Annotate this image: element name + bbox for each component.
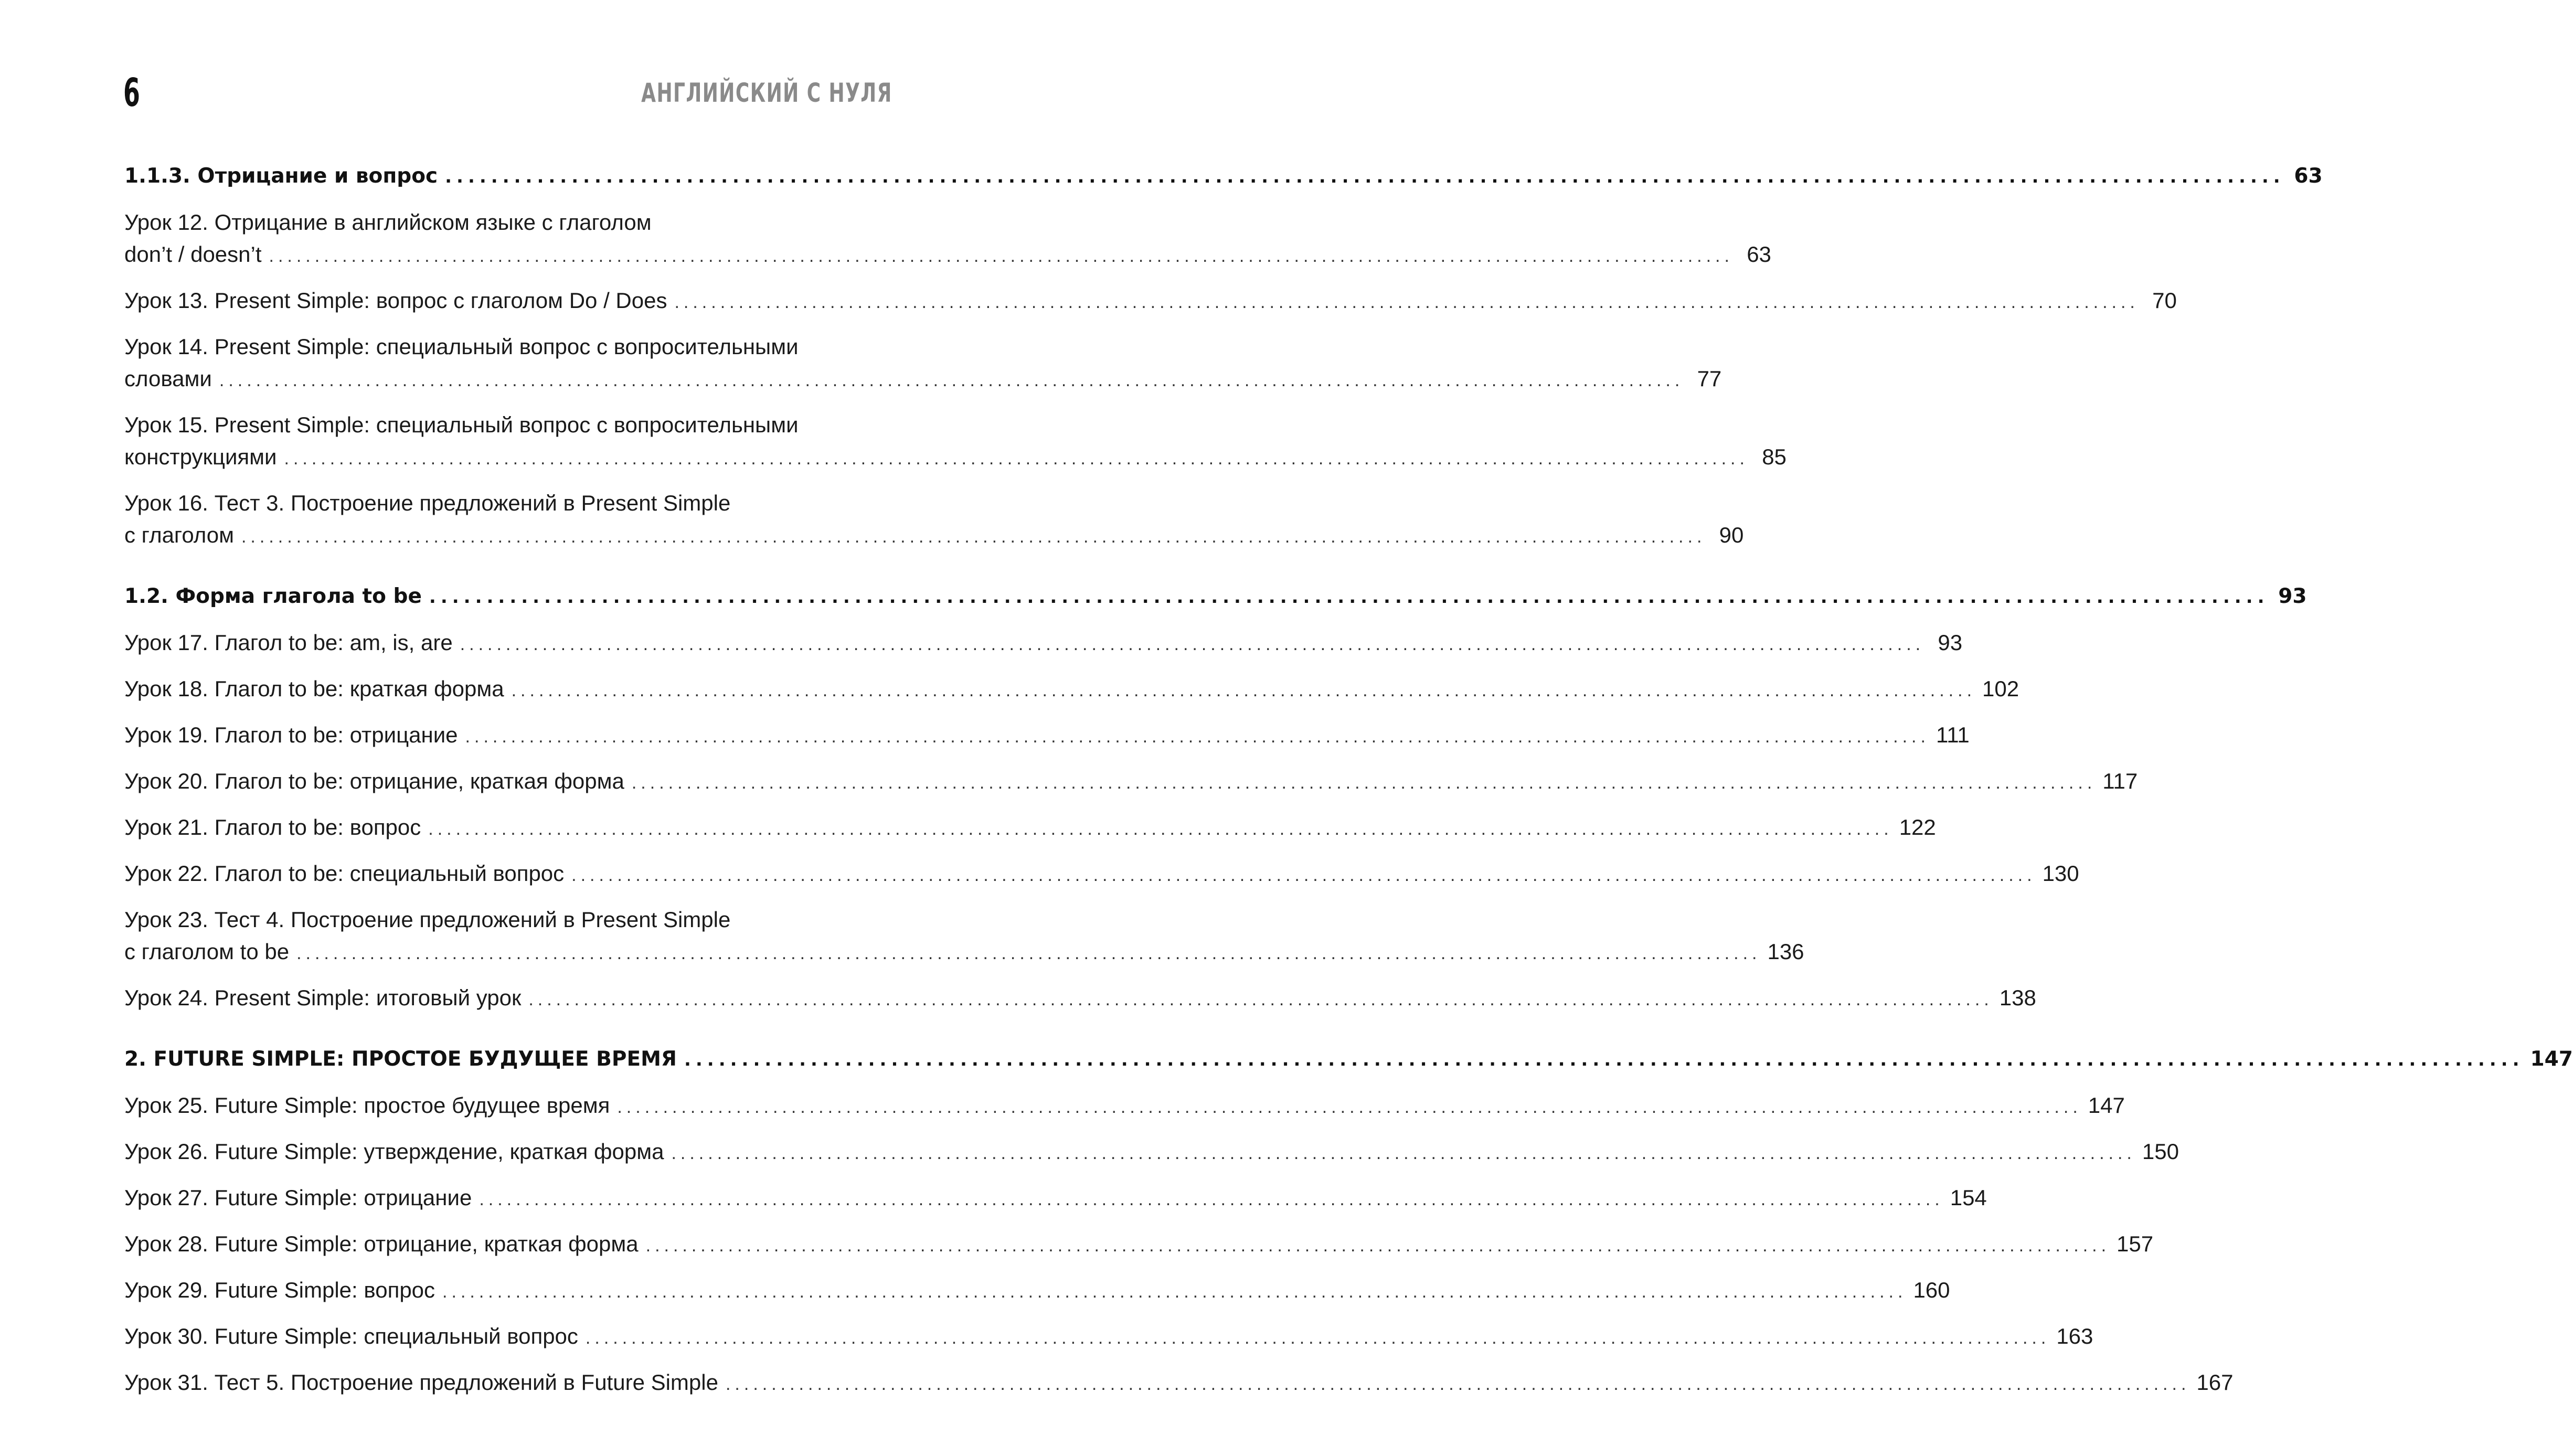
dot-leader: ................................................................................................................................................................ [684, 1049, 2524, 1070]
toc-entry-title: Урок 22. Глагол to be: специальный вопрос [124, 861, 565, 886]
toc-page-number: 147 [2088, 1093, 2125, 1118]
toc-leader-line [124, 1228, 2154, 1262]
toc-entry-title: Урок 27. Future Simple: отрицание [124, 1185, 472, 1210]
toc-page-number: 117 [2102, 769, 2138, 793]
toc-entry-title-line: Урок 14. Present Simple: специальный вопрос с вопросительными [124, 334, 799, 359]
toc-entry-title: Урок 20. Глагол to be: отрицание, краткая форма [124, 769, 624, 793]
toc-leader-line [124, 238, 1771, 272]
toc-leader-line [124, 363, 1722, 397]
toc-entry-title: Урок 29. Future Simple: вопрос [124, 1278, 435, 1302]
toc-lesson-entry[interactable] [124, 1089, 2125, 1123]
running-title: АНГЛИЙСКИЙ С НУЛЯ [641, 78, 892, 108]
dot-leader: ................................................................................................................................................................ [465, 727, 1930, 747]
toc-lesson-entry[interactable] [124, 331, 1722, 397]
dot-leader: ................................................................................................................................................................ [725, 1374, 2191, 1394]
toc-leader-line [124, 626, 1963, 661]
toc-lesson-entry[interactable] [124, 719, 1970, 753]
toc-lesson-entry[interactable] [124, 1228, 2154, 1262]
toc-page-number: 160 [1913, 1278, 1950, 1302]
toc-lesson-entry[interactable] [124, 811, 1936, 845]
toc-entry-title: словами [124, 366, 212, 391]
toc-section-entry[interactable] [124, 160, 2323, 193]
toc-entry-title: с глаголом to be [124, 939, 290, 964]
toc-leader-line [124, 719, 1970, 753]
toc-lesson-entry[interactable] [124, 1366, 2234, 1400]
toc-entry-title: Урок 28. Future Simple: отрицание, краткая форма [124, 1231, 639, 1256]
toc-leader-line [124, 857, 2079, 891]
toc-entry-title: Урок 25. Future Simple: простое будущее время [124, 1093, 610, 1118]
toc-page-number: 93 [2278, 584, 2307, 608]
dot-leader: ................................................................................................................................................................ [479, 1189, 1944, 1209]
toc-entry-title: Урок 19. Глагол to be: отрицание [124, 722, 458, 747]
toc-lesson-entry[interactable] [124, 982, 2036, 1016]
toc-entry-title-line: Урок 23. Тест 4. Построение предложений в Present Simple [124, 907, 731, 932]
toc-entry-title-line: Урок 12. Отрицание в английском языке с глаголом [124, 210, 652, 235]
table-of-contents [124, 160, 2573, 1412]
toc-leader-line [124, 441, 1787, 475]
toc-entry-title: 2. FUTURE SIMPLE: ПРОСТОЕ БУДУЩЕЕ ВРЕМЯ [124, 1047, 677, 1071]
toc-page-number: 154 [1950, 1185, 1987, 1210]
toc-lesson-entry[interactable] [124, 857, 2079, 891]
dot-leader: ................................................................................................................................................................ [428, 819, 1893, 839]
toc-entry-title: 1.2. Форма глагола to be [124, 584, 422, 608]
dot-leader: ................................................................................................................................................................ [645, 1236, 2111, 1256]
toc-leader-line [124, 1043, 2573, 1076]
dot-leader: ................................................................................................................................................................ [241, 527, 1706, 547]
toc-entry-title: Урок 13. Present Simple: вопрос с глаголом Do / Does [124, 288, 667, 313]
toc-page-number: 138 [1999, 985, 2036, 1010]
dot-leader: ................................................................................................................................................................ [269, 246, 1734, 266]
dot-leader: ................................................................................................................................................................ [460, 634, 1925, 654]
dot-leader: ................................................................................................................................................................ [571, 865, 2036, 885]
toc-entry-title: Урок 18. Глагол to be: краткая форма [124, 676, 504, 701]
toc-leader-line [124, 1320, 2093, 1354]
toc-entry-title: Урок 30. Future Simple: специальный вопрос [124, 1324, 578, 1348]
toc-page-number: 90 [1719, 523, 1744, 547]
toc-page-number: 150 [2142, 1139, 2179, 1164]
toc-page-number: 122 [1899, 815, 1936, 839]
toc-entry-title: don’t / doesn’t [124, 242, 262, 267]
toc-lesson-entry[interactable] [124, 1320, 2093, 1354]
toc-entry-title-line: Урок 16. Тест 3. Построение предложений в Present Simple [124, 491, 731, 515]
dot-leader: ................................................................................................................................................................ [429, 587, 2269, 608]
toc-entry-title: Урок 24. Present Simple: итоговый урок [124, 985, 522, 1010]
toc-leader-line [124, 673, 2019, 707]
toc-lesson-entry[interactable] [124, 626, 1963, 661]
toc-entry-title: Урок 21. Глагол to be: вопрос [124, 815, 421, 839]
toc-page-number: 157 [2117, 1231, 2154, 1256]
toc-entry-title: с глаголом [124, 523, 234, 547]
toc-leader-line [124, 580, 2307, 613]
toc-page-number: 63 [1747, 242, 1771, 267]
toc-leader-line [124, 519, 1744, 553]
toc-lesson-entry[interactable] [124, 904, 1804, 970]
toc-lesson-entry[interactable] [124, 487, 1744, 553]
dot-leader: ................................................................................................................................................................ [442, 1282, 1907, 1302]
toc-leader-line [124, 284, 2177, 318]
toc-entry-title: конструкциями [124, 444, 277, 469]
toc-entry-title: 1.1.3. Отрицание и вопрос [124, 164, 438, 188]
page-header [123, 70, 892, 126]
toc-leader-line [124, 936, 1804, 970]
toc-page-number: 136 [1767, 939, 1804, 964]
toc-lesson-entry[interactable] [124, 409, 1787, 475]
toc-page-number: 111 [1936, 722, 1970, 747]
dot-leader: ................................................................................................................................................................ [511, 681, 1976, 700]
toc-section-entry[interactable] [124, 1043, 2573, 1076]
dot-leader: ................................................................................................................................................................ [617, 1097, 2082, 1117]
toc-leader-line [124, 1182, 1987, 1216]
toc-page-number: 77 [1697, 366, 1722, 391]
toc-lesson-entry[interactable] [124, 673, 2019, 707]
dot-leader: ................................................................................................................................................................ [445, 166, 2285, 187]
toc-page-number: 102 [1982, 676, 2019, 701]
toc-leader-line [124, 1135, 2179, 1170]
dot-leader: ................................................................................................................................................................ [528, 990, 1993, 1009]
toc-lesson-entry[interactable] [124, 765, 2138, 799]
toc-entry-title-line: Урок 15. Present Simple: специальный вопрос с вопросительными [124, 412, 799, 437]
toc-page-number: 63 [2294, 164, 2323, 188]
toc-leader-line [124, 1366, 2234, 1400]
toc-page-number: 167 [2196, 1370, 2234, 1395]
toc-leader-line [124, 1089, 2125, 1123]
toc-leader-line [124, 765, 2138, 799]
page-number: 6 [123, 70, 140, 115]
toc-leader-line [124, 1274, 1950, 1308]
toc-page-number: 85 [1762, 444, 1787, 469]
toc-entry-title: Урок 17. Глагол to be: am, is, are [124, 630, 453, 655]
toc-lesson-entry[interactable] [124, 1274, 1950, 1308]
toc-page-number: 163 [2056, 1324, 2093, 1348]
toc-page-number: 147 [2530, 1047, 2573, 1071]
toc-lesson-entry[interactable] [124, 284, 2177, 318]
toc-leader-line [124, 982, 2036, 1016]
toc-section-entry[interactable] [124, 580, 2307, 613]
toc-leader-line [124, 811, 1936, 845]
toc-page-number: 70 [2152, 288, 2177, 313]
toc-entry-title: Урок 31. Тест 5. Построение предложений в Future Simple [124, 1370, 718, 1395]
toc-lesson-entry[interactable] [124, 1182, 1987, 1216]
dot-leader: ................................................................................................................................................................ [296, 943, 1761, 963]
toc-lesson-entry[interactable] [124, 1135, 2179, 1170]
toc-page-number: 130 [2042, 861, 2079, 886]
dot-leader: ................................................................................................................................................................ [219, 370, 1684, 390]
dot-leader: ................................................................................................................................................................ [284, 449, 1749, 469]
dot-leader: ................................................................................................................................................................ [585, 1328, 2050, 1348]
dot-leader: ................................................................................................................................................................ [671, 1143, 2136, 1163]
dot-leader: ................................................................................................................................................................ [631, 773, 2097, 793]
toc-entry-title: Урок 26. Future Simple: утверждение, краткая форма [124, 1139, 664, 1164]
toc-page-number: 93 [1938, 630, 1963, 655]
toc-leader-line [124, 160, 2323, 193]
toc-lesson-entry[interactable] [124, 206, 1771, 272]
dot-leader: ................................................................................................................................................................ [674, 292, 2139, 312]
